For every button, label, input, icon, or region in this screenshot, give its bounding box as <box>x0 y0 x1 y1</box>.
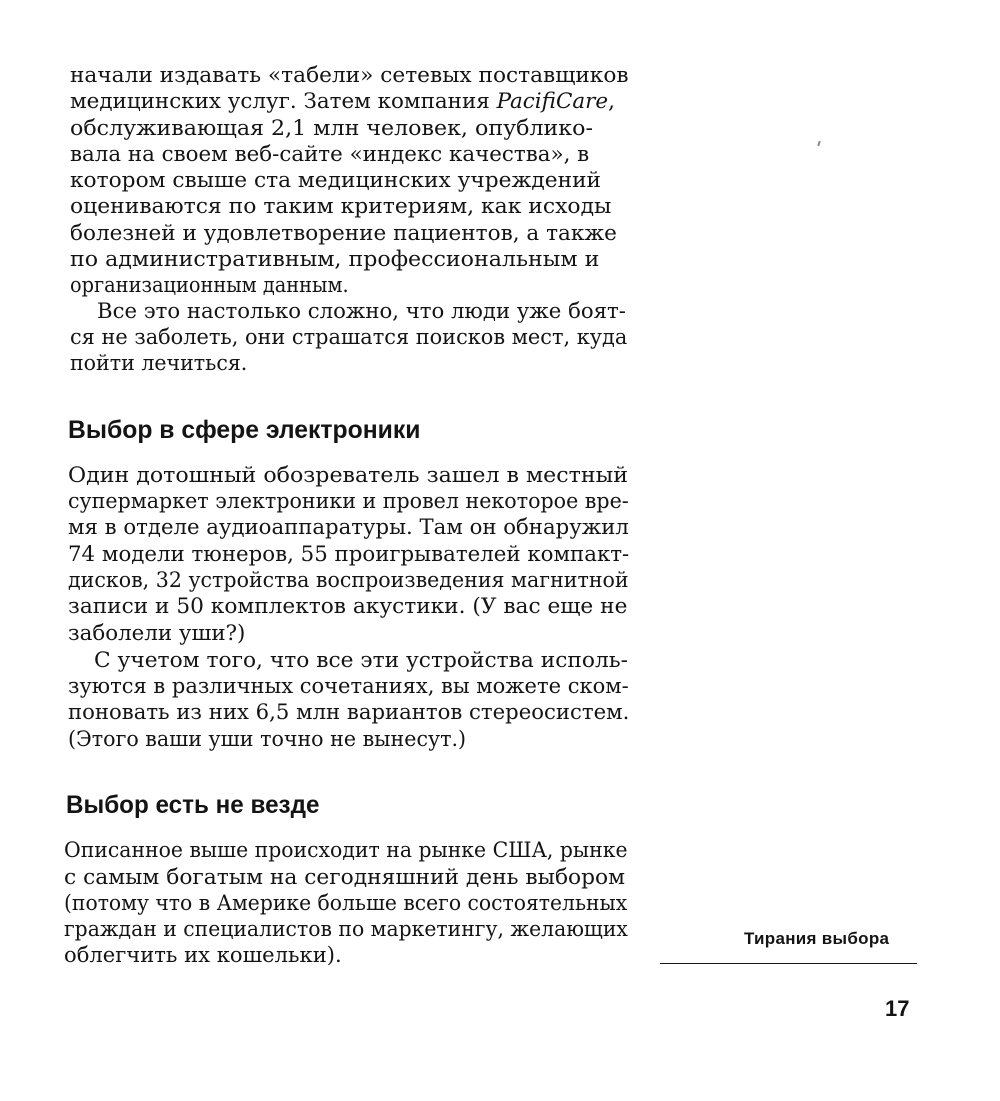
text-line: зуются в различных сочетаниях, вы можете ском- <box>68 674 629 698</box>
running-title: Тирания выбора <box>744 929 890 948</box>
text-line: дисков, 32 устройства воспроизведения магнитной <box>68 568 629 592</box>
text-line: Один дотошный обозреватель зашел в местный <box>68 463 628 487</box>
text-line: по административным, профессиональным и <box>70 247 600 271</box>
text-line: супермаркет электроники и провел некоторое вре- <box>68 489 629 513</box>
text-line: с самым богатым на сегодняшний день выбором <box>64 865 626 889</box>
text-line: ся не заболеть, они страшатся поисков мест, куда <box>70 325 628 349</box>
brand-name: PacifiCare <box>496 89 609 113</box>
text-line: организационным данным. <box>70 273 349 297</box>
text-line: заболели уши?) <box>68 621 246 645</box>
section-heading: Выбор в сфере электроники <box>68 416 421 444</box>
text-line: котором свыше ста медицинских учреждений <box>70 168 601 192</box>
divider <box>660 963 917 964</box>
text-line: начали издавать «табели» сетевых поставщиков <box>70 63 629 87</box>
text-line: облегчить их кошельки). <box>64 943 342 967</box>
text-segment: медицинских услуг. Затем компания <box>70 89 497 113</box>
text-line: оцениваются по таким критериям, как исходы <box>70 194 612 218</box>
text-line: пойти лечиться. <box>70 351 248 375</box>
text-line: мя в отделе аудиоаппаратуры. Там он обнаружил <box>68 515 629 539</box>
text-segment: , <box>608 89 615 113</box>
text-line: С учетом того, что все эти устройства исполь- <box>94 648 628 672</box>
text-line: граждан и специалистов по маркетингу, желающих <box>64 917 628 941</box>
text-line: вала на своем веб-сайте «индекс качества», в <box>70 142 590 166</box>
text-line: записи и 50 комплектов акустики. (У вас еще не <box>68 594 628 618</box>
text-line: Описанное выше происходит на рынке США, рынке <box>64 838 628 862</box>
scan-speck <box>817 141 821 146</box>
text-line: Все это настолько сложно, что люди уже боят- <box>97 299 626 323</box>
page-number: 17 <box>885 996 910 1021</box>
text-line: 74 модели тюнеров, 55 проигрывателей компакт- <box>68 542 630 566</box>
text-line: обслуживающая 2,1 млн человек, опублико- <box>70 116 593 140</box>
text-line <box>70 88 615 114</box>
section-heading: Выбор есть не везде <box>66 791 320 819</box>
text-line: поновать из них 6,5 млн вариантов стереосистем. <box>68 700 630 724</box>
text-line: болезней и удовлетворение пациентов, а также <box>70 221 617 245</box>
text-line: (потому что в Америке больше всего состоятельных <box>64 891 628 915</box>
text-line: (Этого ваши уши точно не вынесут.) <box>68 727 467 751</box>
